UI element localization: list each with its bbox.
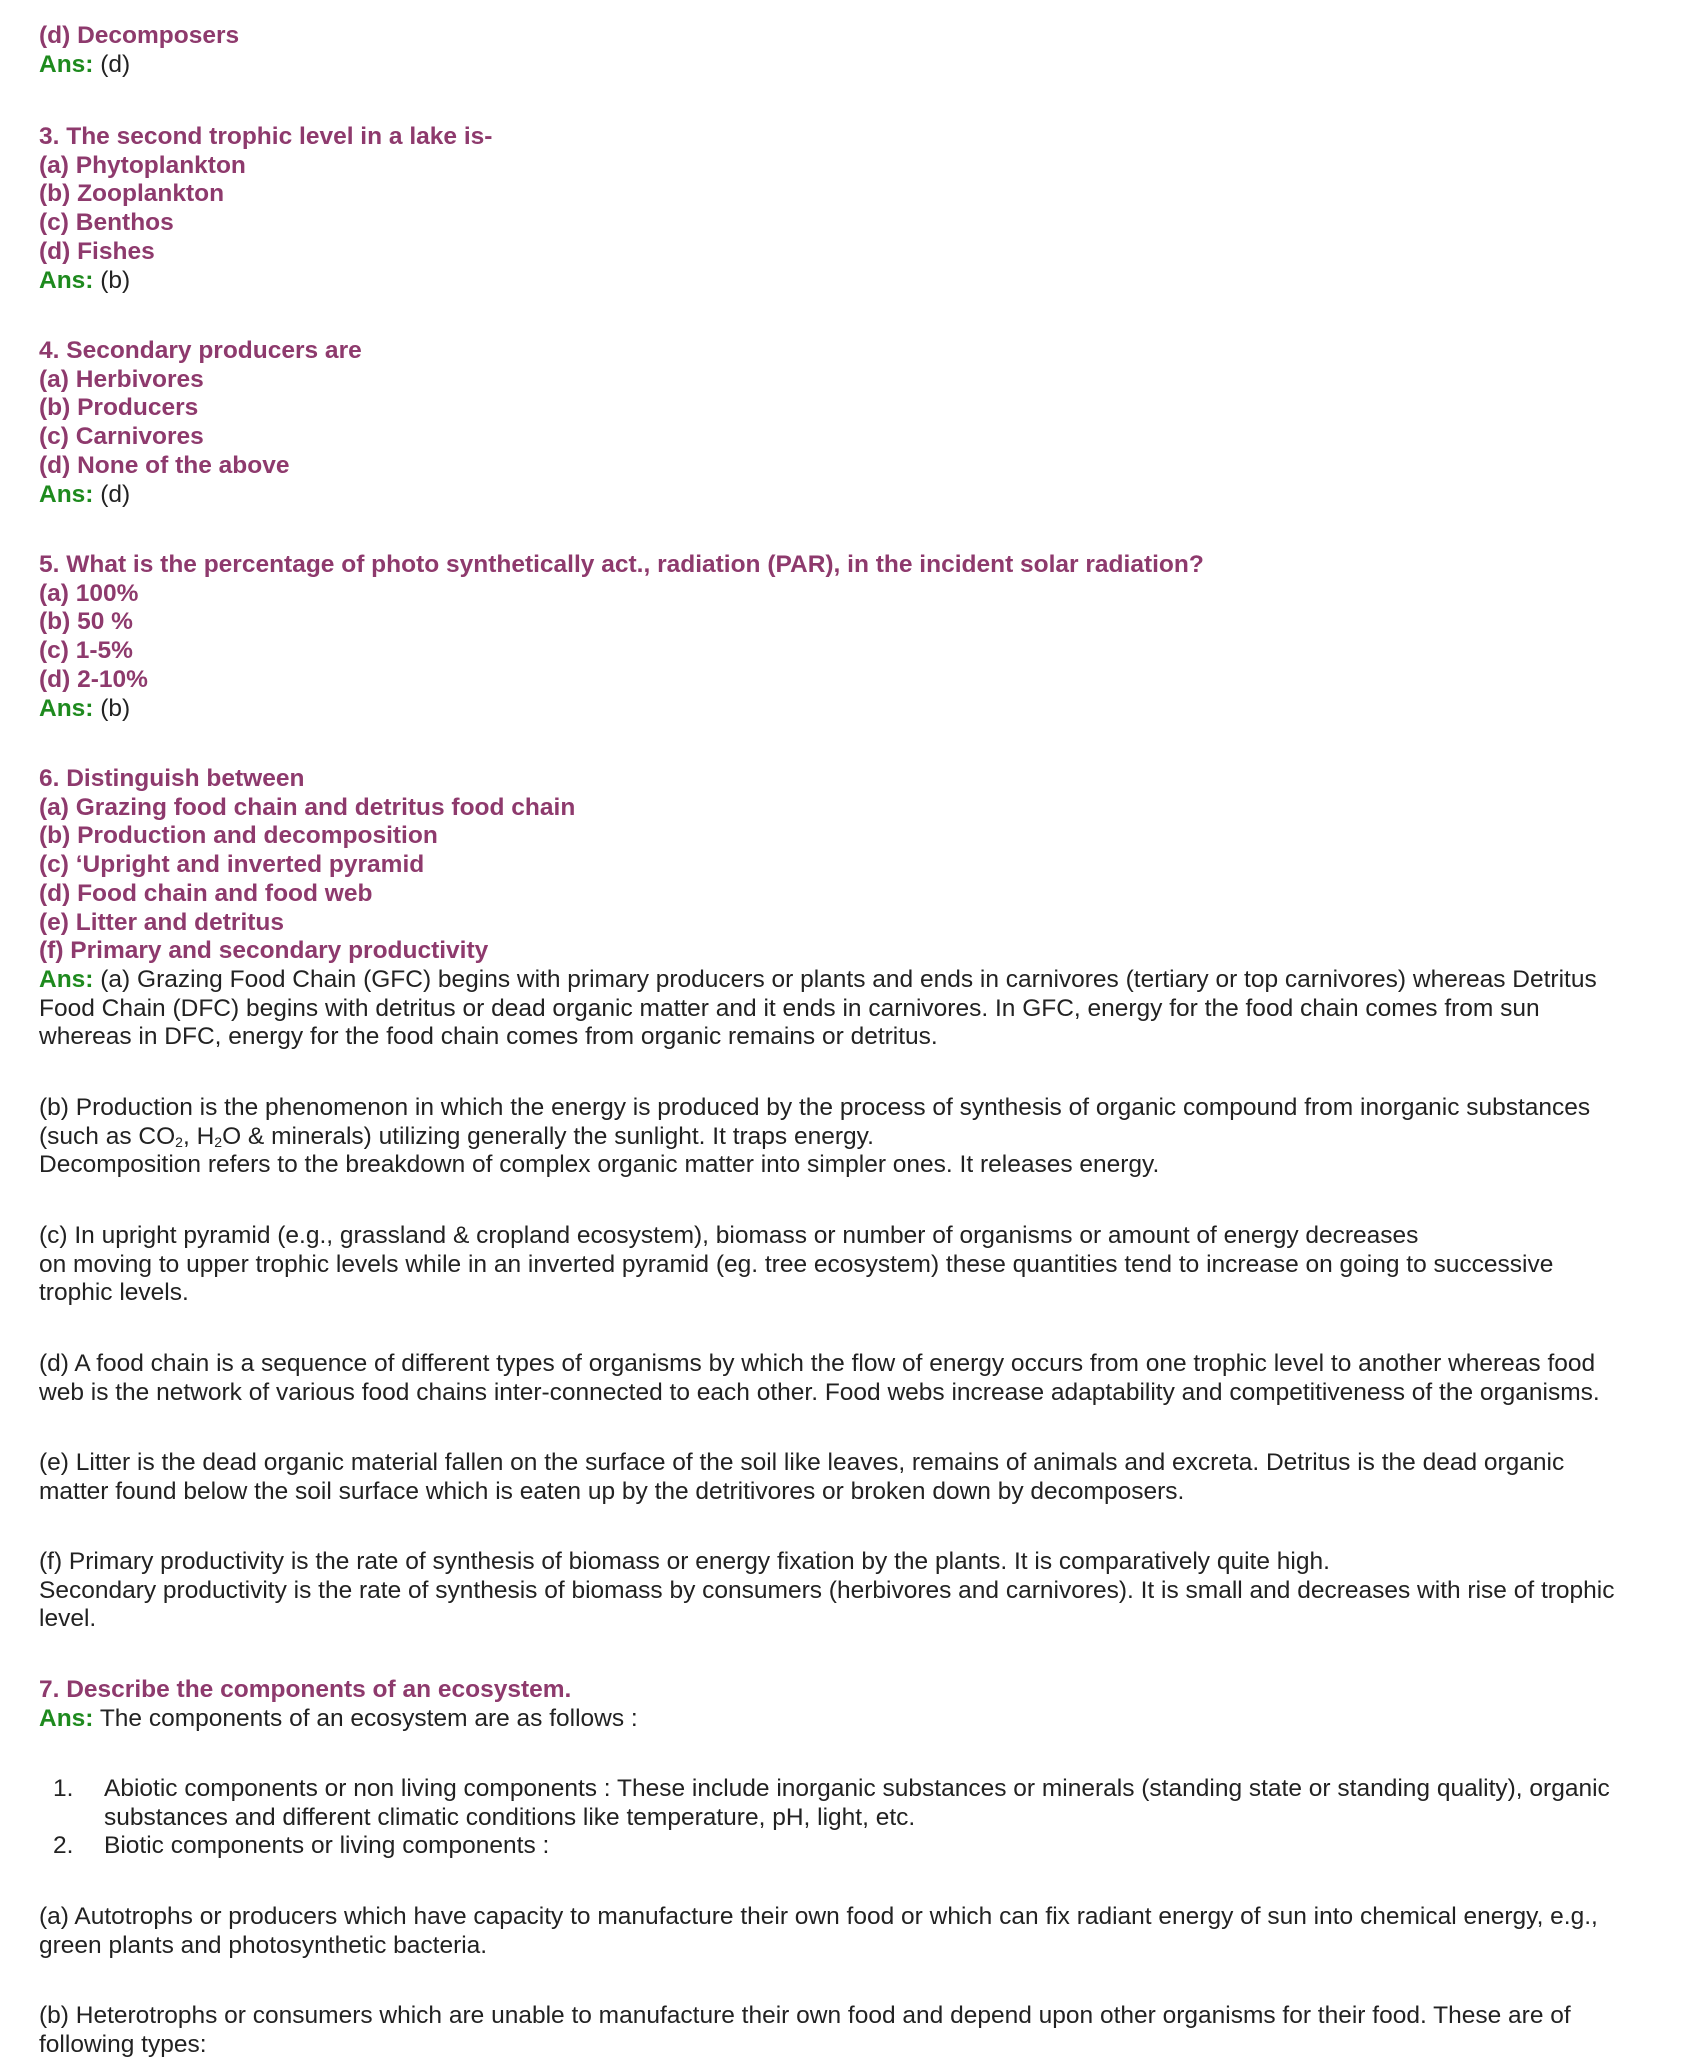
answer-a-line: Food Chain (DFC) begins with detritus or dead organic matter and it ends in carnivores. In GFC, energy for the food chain comes from sun (39, 994, 1540, 1022)
q2-answer (39, 51, 1661, 80)
option-c: (c) ‘Upright and inverted pyramid (39, 851, 425, 879)
answer-line: (b) Heterotrophs or consumers which are unable to manufacture their own food and depend upon other organisms for their food. These are of (39, 2002, 1571, 2029)
option-d: (d) Food chain and food web (39, 879, 373, 907)
option-c: (c) Benthos (39, 209, 174, 237)
subscript: 2 (175, 1133, 183, 1150)
answer-d-line: (d) A food chain is a sequence of different types of organisms by which the flow of energy occurs from one trophic level to another whereas food (39, 1350, 1596, 1377)
option-a: (a) Herbivores (39, 365, 204, 393)
answer-6d (39, 1350, 1661, 1407)
list-item (0, 1832, 1680, 1861)
answer-e-line: matter found below the soil surface which is eaten up by the detritivores or broken down by decomposers. (39, 1477, 1185, 1505)
question-7 (39, 1676, 1661, 1733)
answer-line: green plants and photosynthetic bacteria. (39, 1931, 488, 1959)
answer-f-line: level. (39, 1605, 97, 1633)
answer-6b (39, 1094, 1661, 1180)
answer-6e (39, 1449, 1661, 1506)
question-title: 6. Distinguish between (39, 765, 305, 792)
answer-d-line: web is the network of various food chains inter-connected to each other. Food webs increase adaptability and competitiveness of the organisms. (39, 1378, 1600, 1406)
text-segment: (such as CO (39, 1122, 176, 1150)
answer-label: Ans: (39, 965, 94, 993)
option-d: (d) Fishes (39, 237, 155, 265)
answer-7b (39, 2002, 1661, 2059)
list-item-text (104, 1775, 1680, 1832)
text-segment: , H (182, 1122, 215, 1150)
answer-e-line: (e) Litter is the dead organic material fallen on the surface of the soil like leaves, remains of animals and excreta. Detritus is the dead organic (39, 1449, 1565, 1476)
option-a: (a) Grazing food chain and detritus food chain (39, 793, 576, 821)
answer-f-line: (f) Primary productivity is the rate of synthesis of biomass or energy fixation by the plants. It is comparatively quite high. (39, 1548, 1330, 1575)
answer-label: Ans: (39, 480, 94, 508)
list-item-line: Abiotic components or non living components : These include inorganic substances or minerals (standing state or standing quality), organic (104, 1775, 1610, 1802)
option-e: (e) Litter and detritus (39, 908, 285, 936)
answer-value: (b) (93, 694, 131, 722)
option-f: (f) Primary and secondary productivity (39, 937, 489, 965)
option-b: (b) Producers (39, 394, 199, 422)
option-a: (a) 100% (39, 579, 139, 607)
option-d: (d) 2-10% (39, 665, 148, 693)
components-list (0, 1775, 1680, 1861)
option-c: (c) 1-5% (39, 637, 133, 665)
answer-a-line (39, 966, 1661, 995)
answer-text: (a) Grazing Food Chain (GFC) begins with primary producers or plants and ends in carnivores (tertiary or top carnivores) whereas Detritus (93, 965, 1597, 993)
question-title: 3. The second trophic level in a lake is- (39, 123, 493, 150)
answer-7a (39, 1903, 1661, 1960)
answer-b-line (39, 1123, 1661, 1152)
list-item-line: Biotic components or living components : (104, 1832, 550, 1860)
answer (39, 481, 1661, 510)
option-d: (d) None of the above (39, 451, 290, 479)
option-c: (c) Carnivores (39, 423, 204, 451)
list-item-line: substances and different climatic conditions like temperature, pH, light, etc. (104, 1803, 916, 1831)
answer-6f (39, 1548, 1661, 1634)
option-b: (b) Zooplankton (39, 180, 225, 208)
answer-label: Ans: (39, 1704, 94, 1732)
answer-value: The components of an ecosystem are as follows : (93, 1704, 638, 1732)
answer-value: (d) (93, 50, 131, 78)
answer-c-line: on moving to upper trophic levels while in an inverted pyramid (eg. tree ecosystem) these quantities tend to increase on going to successive (39, 1250, 1554, 1278)
list-item-number: 2. (53, 1832, 74, 1860)
answer-line: (a) Autotrophs or producers which have capacity to manufacture their own food or which can fix radiant energy of sun into chemical energy, e.g., (39, 1903, 1598, 1930)
question-title: 7. Describe the components of an ecosystem. (39, 1676, 572, 1703)
answer-value: (b) (93, 266, 131, 294)
q2-option-d: (d) Decomposers (39, 22, 240, 49)
list-item-text (104, 1832, 1680, 1861)
answer-label: Ans: (39, 50, 94, 78)
option-a: (a) Phytoplankton (39, 151, 246, 179)
question-title: 4. Secondary producers are (39, 337, 362, 364)
q2-tail (39, 22, 1661, 79)
question-5 (39, 551, 1661, 723)
list-item (0, 1775, 1680, 1832)
answer-b-line: Decomposition refers to the breakdown of complex organic matter into simpler ones. It releases energy. (39, 1151, 1160, 1179)
text-segment: O & minerals) utilizing generally the sunlight. It traps energy. (222, 1122, 874, 1150)
answer-b-line: (b) Production is the phenomenon in which the energy is produced by the process of synthesis of organic compound from inorganic substances (39, 1094, 1591, 1121)
answer (39, 267, 1661, 296)
answer-label: Ans: (39, 266, 94, 294)
answer-a-line: whereas in DFC, energy for the food chain comes from organic remains or detritus. (39, 1023, 938, 1051)
question-3 (39, 123, 1661, 295)
answer-6c (39, 1222, 1661, 1308)
answer-value: (d) (93, 480, 131, 508)
answer-label: Ans: (39, 694, 94, 722)
option-b: (b) 50 % (39, 608, 133, 636)
option-b: (b) Production and decomposition (39, 822, 438, 850)
subscript: 2 (214, 1133, 223, 1150)
answer-line: following types: (39, 2030, 207, 2058)
question-6 (39, 765, 1661, 1052)
answer (39, 1705, 1661, 1734)
answer-f-line: Secondary productivity is the rate of synthesis of biomass by consumers (herbivores and carnivores). It is small and decreases with rise of trophic (39, 1576, 1615, 1604)
answer (39, 695, 1661, 724)
answer-c-line: (c) In upright pyramid (e.g., grassland & cropland ecosystem), biomass or number of organisms or amount of energy decreases (39, 1222, 1419, 1249)
answer-c-line: trophic levels. (39, 1279, 189, 1307)
list-item-number: 1. (53, 1775, 74, 1802)
question-title: 5. What is the percentage of photo synthetically act., radiation (PAR), in the incident solar radiation? (39, 551, 1204, 578)
question-4 (39, 337, 1661, 509)
